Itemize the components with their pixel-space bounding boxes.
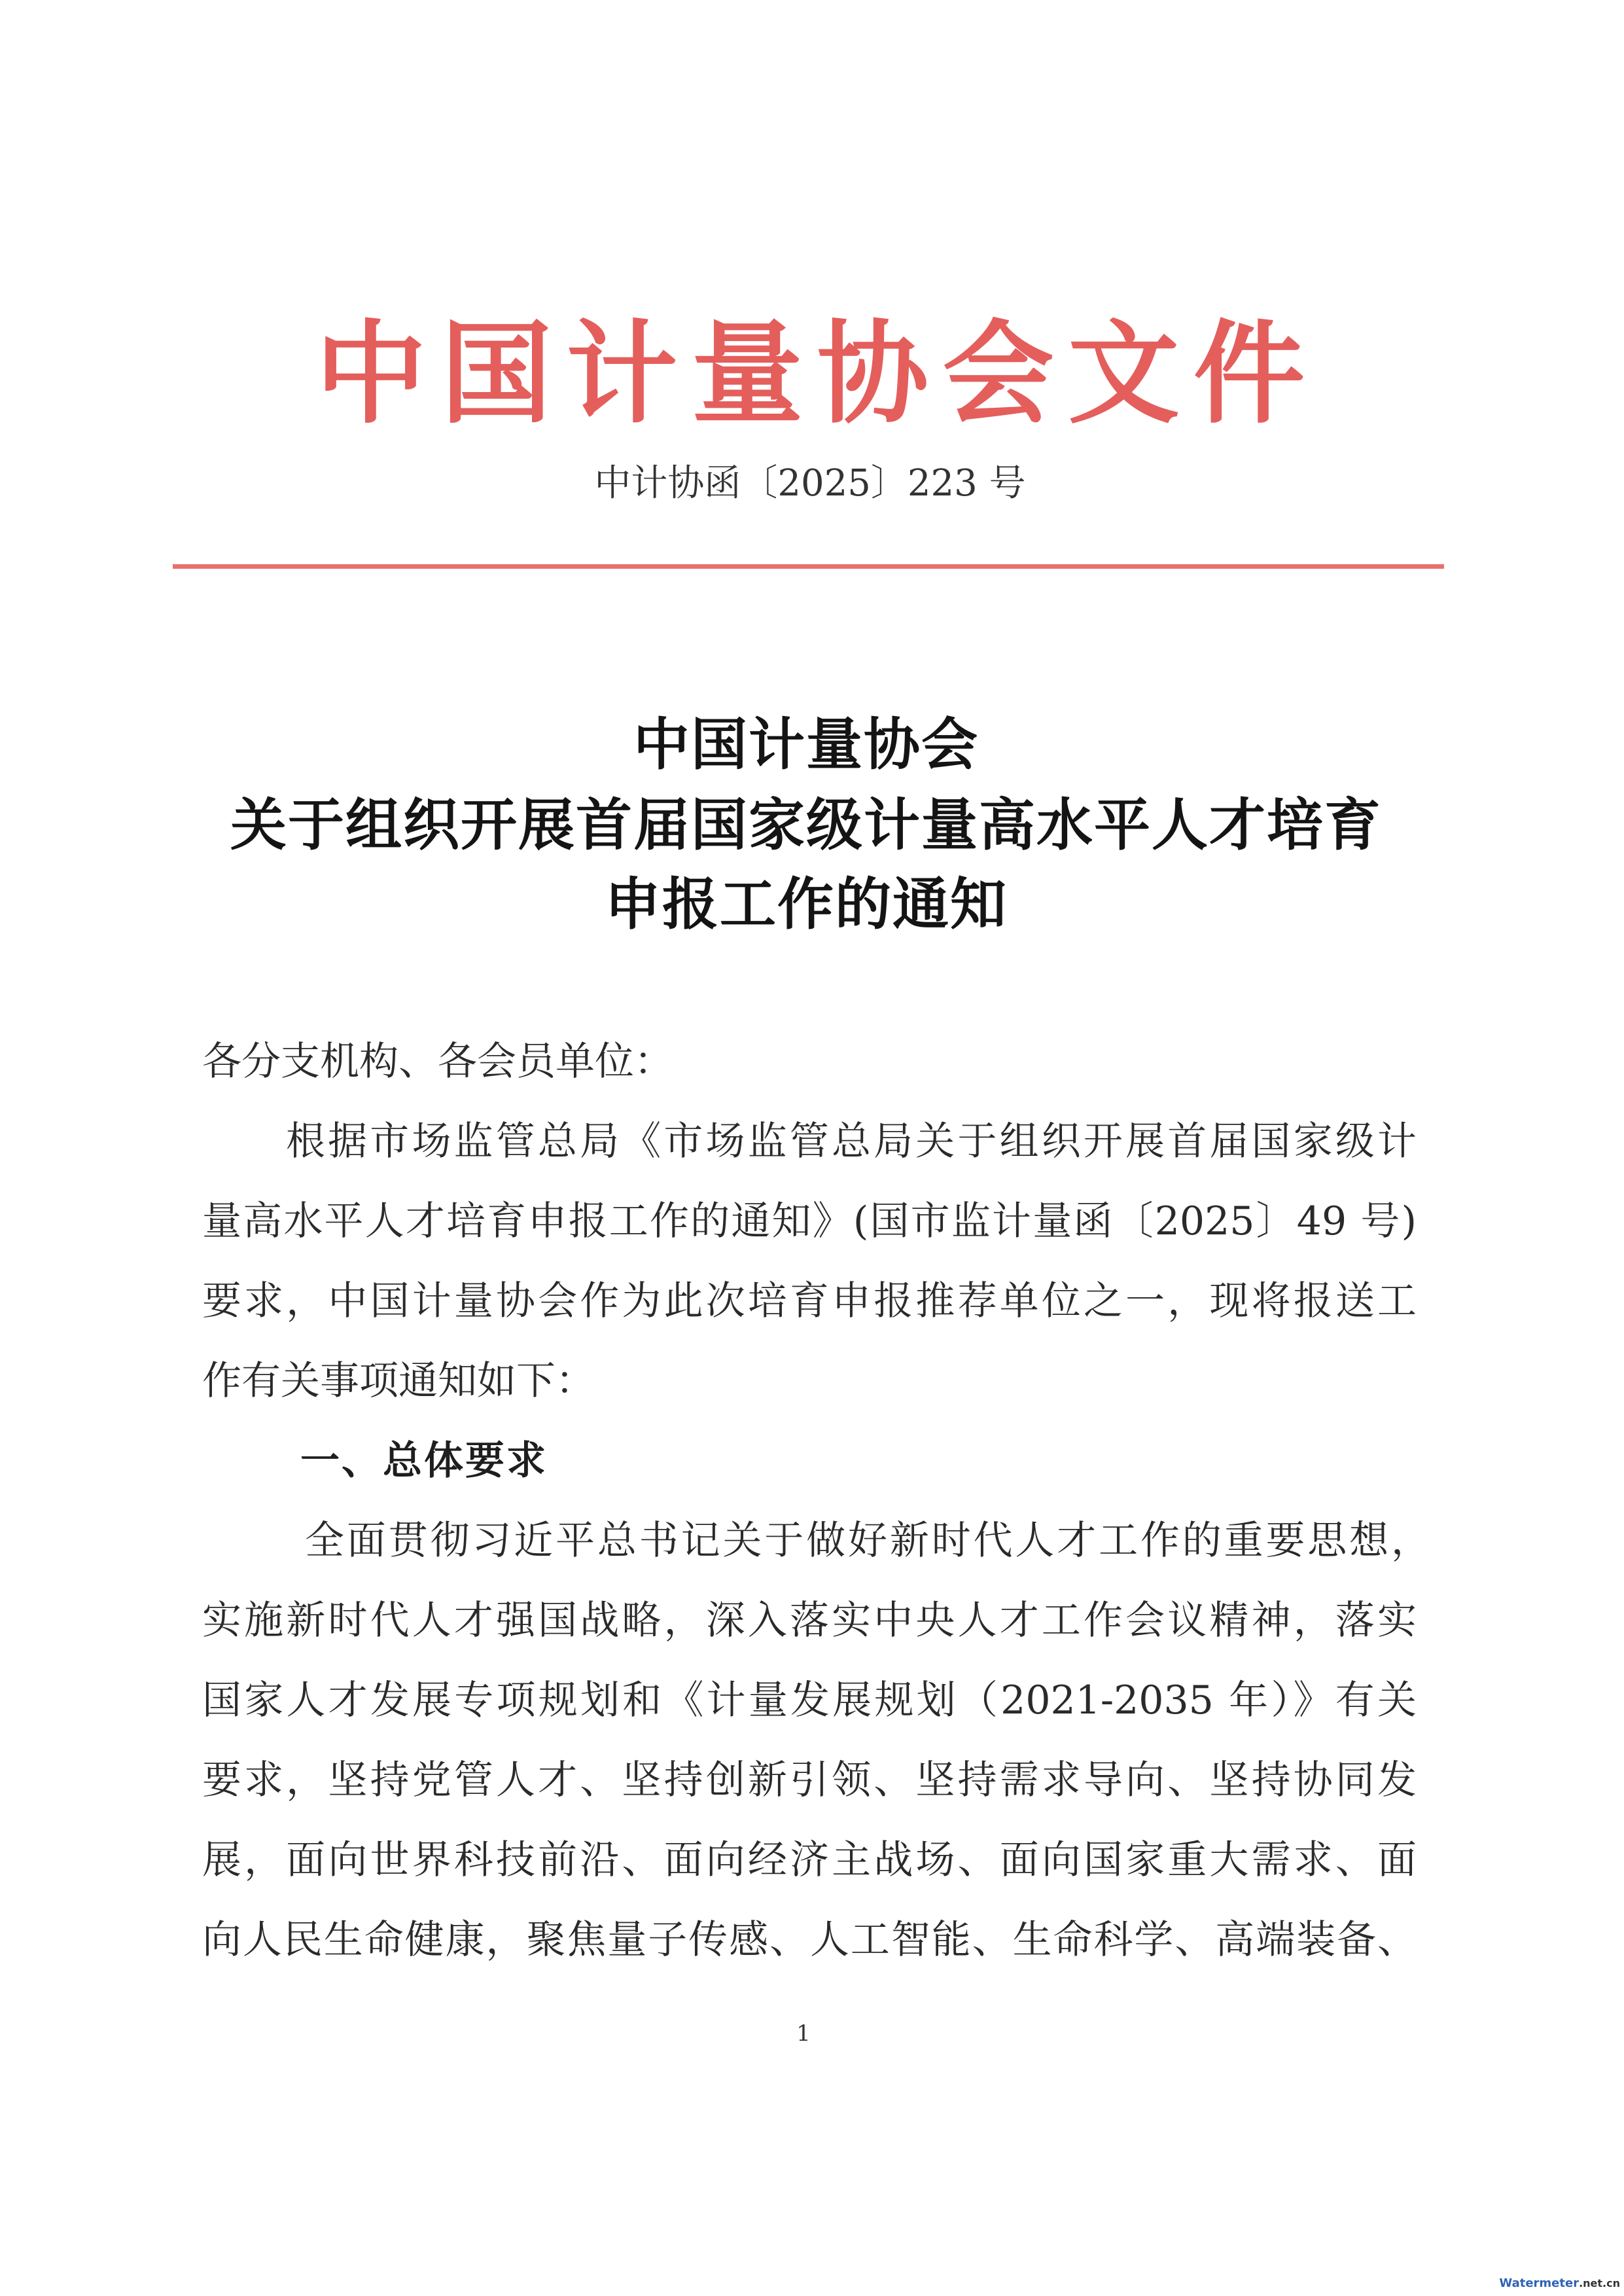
paragraph-2-line-6: 向人民生命健康，聚焦量子传感、人工智能、生命科学、高端装备、 [202, 1917, 1417, 1963]
page-number: 1 [796, 2020, 811, 2047]
paragraph-2-line-4: 要求，坚持党管人才、坚持创新引领、坚持需求导向、坚持协同发 [202, 1757, 1417, 1803]
paragraph-1-line-3: 要求，中国计量协会作为此次培育申报推荐单位之一，现将报送工 [202, 1278, 1417, 1324]
watermark-suffix: .net.cn [1579, 2277, 1620, 2289]
paragraph-1-line-1: 根据市场监管总局《市场监管总局关于组织开展首届国家级计 [286, 1119, 1417, 1164]
paragraph-2-line-2: 实施新时代人才强国战略，深入落实中央人才工作会议精神，落实 [202, 1598, 1417, 1643]
salutation: 各分支机构、各会员单位： [202, 1039, 673, 1085]
paragraph-2-line-1: 全面贯彻习近平总书记关于做好新时代人才工作的重要思想， [305, 1518, 1430, 1564]
org-header-title: 中国计量协会文件 [315, 308, 1305, 439]
paragraph-1-line-4: 作有关事项通知如下： [202, 1358, 595, 1404]
paragraph-1-line-2: 量高水平人才培育申报工作的通知》(国市监计量函〔2025〕49 号) [202, 1198, 1417, 1244]
document-number: 中计协函〔2025〕223 号 [594, 462, 1026, 505]
document-title-line-1: 中国计量协会 [633, 711, 979, 778]
document-title-line-3: 申报工作的通知 [605, 871, 1008, 937]
paragraph-2-line-5: 展，面向世界科技前沿、面向经济主战场、面向国家重大需求、面 [202, 1837, 1417, 1883]
watermark-brand: Watermeter [1499, 2276, 1580, 2290]
red-divider-rule [173, 564, 1444, 569]
document-title-line-2: 关于组织开展首届国家级计量高水平人才培育 [230, 792, 1382, 858]
watermark [1499, 2275, 1620, 2292]
paragraph-2-line-3: 国家人才发展专项规划和《计量发展规划（2021-2035 年）》有关 [202, 1677, 1417, 1723]
section-1-heading: 一、总体要求 [300, 1438, 548, 1484]
